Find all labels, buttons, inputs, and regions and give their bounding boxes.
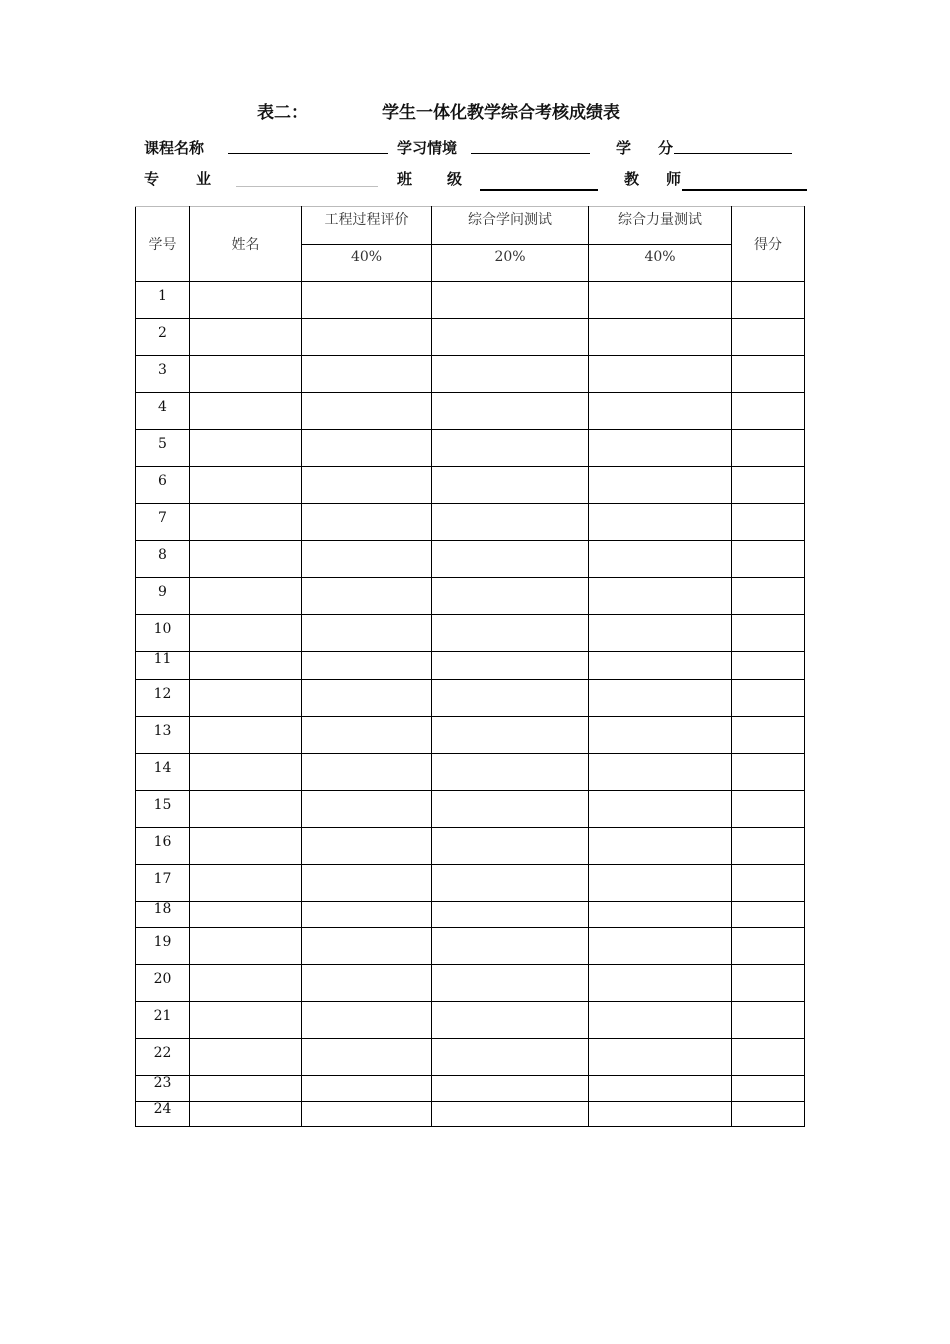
name-cell[interactable] bbox=[190, 928, 302, 965]
ability-test-cell[interactable] bbox=[589, 754, 732, 791]
table-row bbox=[136, 430, 805, 467]
score-cell[interactable] bbox=[732, 1102, 805, 1127]
name-cell[interactable] bbox=[190, 652, 302, 680]
class-field[interactable] bbox=[480, 189, 598, 191]
row-number: 18 bbox=[136, 902, 190, 928]
header-process-eval: 工程过程评价 bbox=[302, 207, 432, 245]
name-cell[interactable] bbox=[190, 393, 302, 430]
ability-test-cell[interactable] bbox=[589, 282, 732, 319]
name-cell[interactable] bbox=[190, 828, 302, 865]
name-cell[interactable] bbox=[190, 504, 302, 541]
ability-test-cell[interactable] bbox=[589, 356, 732, 393]
table-row bbox=[136, 1002, 805, 1039]
table-row bbox=[136, 356, 805, 393]
row-number: 6 bbox=[136, 467, 190, 504]
ability-test-cell[interactable] bbox=[589, 1002, 732, 1039]
name-cell[interactable] bbox=[190, 902, 302, 928]
ability-test-cell[interactable] bbox=[589, 680, 732, 717]
class-label-1: 班 bbox=[397, 170, 413, 188]
score-cell[interactable] bbox=[732, 578, 805, 615]
process-eval-cell[interactable] bbox=[302, 865, 432, 902]
score-cell[interactable] bbox=[732, 356, 805, 393]
score-cell[interactable] bbox=[732, 541, 805, 578]
row-number: 13 bbox=[136, 717, 190, 754]
knowledge-test-cell[interactable] bbox=[432, 902, 589, 928]
name-cell[interactable] bbox=[190, 282, 302, 319]
knowledge-test-cell[interactable] bbox=[432, 754, 589, 791]
table-row bbox=[136, 865, 805, 902]
major-label-1: 专 bbox=[144, 170, 160, 188]
row-number: 1 bbox=[136, 282, 190, 319]
score-cell[interactable] bbox=[732, 652, 805, 680]
ability-test-cell[interactable] bbox=[589, 652, 732, 680]
row-number: 14 bbox=[136, 754, 190, 791]
major-field[interactable] bbox=[236, 186, 378, 187]
row-number: 4 bbox=[136, 393, 190, 430]
ability-test-cell[interactable] bbox=[589, 504, 732, 541]
score-cell[interactable] bbox=[732, 1039, 805, 1076]
row-number: 12 bbox=[136, 680, 190, 717]
table-row bbox=[136, 680, 805, 717]
score-cell[interactable] bbox=[732, 393, 805, 430]
ability-test-cell[interactable] bbox=[589, 965, 732, 1002]
knowledge-test-cell[interactable] bbox=[432, 1002, 589, 1039]
knowledge-test-cell[interactable] bbox=[432, 504, 589, 541]
process-eval-cell[interactable] bbox=[302, 1039, 432, 1076]
table-row bbox=[136, 578, 805, 615]
process-eval-cell[interactable] bbox=[302, 1076, 432, 1102]
score-cell[interactable] bbox=[732, 902, 805, 928]
name-cell[interactable] bbox=[190, 865, 302, 902]
name-cell[interactable] bbox=[190, 717, 302, 754]
ability-test-cell[interactable] bbox=[589, 467, 732, 504]
score-cell[interactable] bbox=[732, 791, 805, 828]
knowledge-test-cell[interactable] bbox=[432, 615, 589, 652]
process-eval-cell[interactable] bbox=[302, 828, 432, 865]
knowledge-test-cell[interactable] bbox=[432, 1039, 589, 1076]
row-number: 19 bbox=[136, 928, 190, 965]
ability-test-cell[interactable] bbox=[589, 791, 732, 828]
ability-test-cell[interactable] bbox=[589, 1102, 732, 1127]
ability-test-cell[interactable] bbox=[589, 430, 732, 467]
process-eval-cell[interactable] bbox=[302, 717, 432, 754]
score-cell[interactable] bbox=[732, 430, 805, 467]
process-eval-cell[interactable] bbox=[302, 1102, 432, 1127]
knowledge-test-cell[interactable] bbox=[432, 965, 589, 1002]
weight-process-eval: 40% bbox=[302, 245, 432, 282]
score-cell[interactable] bbox=[732, 1076, 805, 1102]
name-cell[interactable] bbox=[190, 680, 302, 717]
score-cell[interactable] bbox=[732, 282, 805, 319]
table-row bbox=[136, 1039, 805, 1076]
title-main: 学生一体化教学综合考核成绩表 bbox=[382, 103, 620, 123]
process-eval-cell[interactable] bbox=[302, 928, 432, 965]
row-number: 17 bbox=[136, 865, 190, 902]
table-row bbox=[136, 319, 805, 356]
name-cell[interactable] bbox=[190, 791, 302, 828]
name-cell[interactable] bbox=[190, 1002, 302, 1039]
ability-test-cell[interactable] bbox=[589, 717, 732, 754]
process-eval-cell[interactable] bbox=[302, 615, 432, 652]
process-eval-cell[interactable] bbox=[302, 902, 432, 928]
process-eval-cell[interactable] bbox=[302, 504, 432, 541]
grade-rows bbox=[136, 282, 805, 1127]
table-row bbox=[136, 1076, 805, 1102]
learning-situation-label: 学习情境 bbox=[397, 139, 458, 157]
table-row bbox=[136, 652, 805, 680]
title-prefix: 表二： bbox=[257, 103, 308, 123]
score-cell[interactable] bbox=[732, 717, 805, 754]
table-row bbox=[136, 504, 805, 541]
name-cell[interactable] bbox=[190, 754, 302, 791]
row-number: 24 bbox=[136, 1102, 190, 1127]
process-eval-cell[interactable] bbox=[302, 965, 432, 1002]
row-number: 10 bbox=[136, 615, 190, 652]
row-number: 8 bbox=[136, 541, 190, 578]
name-cell[interactable] bbox=[190, 319, 302, 356]
name-cell[interactable] bbox=[190, 541, 302, 578]
knowledge-test-cell[interactable] bbox=[432, 282, 589, 319]
ability-test-cell[interactable] bbox=[589, 319, 732, 356]
major-label-2: 业 bbox=[196, 170, 212, 188]
name-cell[interactable] bbox=[190, 615, 302, 652]
ability-test-cell[interactable] bbox=[589, 928, 732, 965]
ability-test-cell[interactable] bbox=[589, 865, 732, 902]
ability-test-cell[interactable] bbox=[589, 393, 732, 430]
row-number: 22 bbox=[136, 1039, 190, 1076]
process-eval-cell[interactable] bbox=[302, 754, 432, 791]
weight-ability-test: 40% bbox=[589, 245, 732, 282]
knowledge-test-cell[interactable] bbox=[432, 467, 589, 504]
table-row bbox=[136, 1102, 805, 1127]
knowledge-test-cell[interactable] bbox=[432, 356, 589, 393]
row-number: 7 bbox=[136, 504, 190, 541]
process-eval-cell[interactable] bbox=[302, 578, 432, 615]
name-cell[interactable] bbox=[190, 965, 302, 1002]
score-cell[interactable] bbox=[732, 467, 805, 504]
ability-test-cell[interactable] bbox=[589, 541, 732, 578]
process-eval-cell[interactable] bbox=[302, 282, 432, 319]
name-cell[interactable] bbox=[190, 1102, 302, 1127]
row-number: 9 bbox=[136, 578, 190, 615]
name-cell[interactable] bbox=[190, 467, 302, 504]
course-name-label: 课程名称 bbox=[144, 139, 205, 157]
table-row bbox=[136, 541, 805, 578]
knowledge-test-cell[interactable] bbox=[432, 1076, 589, 1102]
row-number: 11 bbox=[136, 652, 190, 680]
process-eval-cell[interactable] bbox=[302, 541, 432, 578]
name-cell[interactable] bbox=[190, 1076, 302, 1102]
score-cell[interactable] bbox=[732, 615, 805, 652]
name-cell[interactable] bbox=[190, 430, 302, 467]
credit-label-1: 学 bbox=[616, 139, 632, 157]
grades-table bbox=[135, 206, 805, 1127]
knowledge-test-cell[interactable] bbox=[432, 828, 589, 865]
header-ability-test: 综合力量测试 bbox=[589, 207, 732, 245]
page-title bbox=[0, 98, 950, 124]
row-number: 20 bbox=[136, 965, 190, 1002]
table-row bbox=[136, 393, 805, 430]
knowledge-test-cell[interactable] bbox=[432, 652, 589, 680]
process-eval-cell[interactable] bbox=[302, 430, 432, 467]
row-number: 3 bbox=[136, 356, 190, 393]
score-cell[interactable] bbox=[732, 319, 805, 356]
knowledge-test-cell[interactable] bbox=[432, 680, 589, 717]
table-row bbox=[136, 928, 805, 965]
process-eval-cell[interactable] bbox=[302, 652, 432, 680]
knowledge-test-cell[interactable] bbox=[432, 928, 589, 965]
header-student-id: 学号 bbox=[136, 207, 190, 282]
row-number: 5 bbox=[136, 430, 190, 467]
ability-test-cell[interactable] bbox=[589, 1076, 732, 1102]
credit-field[interactable] bbox=[674, 153, 792, 154]
table-row bbox=[136, 467, 805, 504]
name-cell[interactable] bbox=[190, 1039, 302, 1076]
ability-test-cell[interactable] bbox=[589, 615, 732, 652]
table-row bbox=[136, 902, 805, 928]
knowledge-test-cell[interactable] bbox=[432, 430, 589, 467]
table-row bbox=[136, 615, 805, 652]
process-eval-cell[interactable] bbox=[302, 680, 432, 717]
knowledge-test-cell[interactable] bbox=[432, 1102, 589, 1127]
score-cell[interactable] bbox=[732, 965, 805, 1002]
knowledge-test-cell[interactable] bbox=[432, 541, 589, 578]
class-label-2: 级 bbox=[447, 170, 463, 188]
teacher-label-2: 师 bbox=[666, 170, 682, 188]
table-row bbox=[136, 754, 805, 791]
process-eval-cell[interactable] bbox=[302, 356, 432, 393]
row-number: 23 bbox=[136, 1076, 190, 1102]
header-name: 姓名 bbox=[190, 207, 302, 282]
ability-test-cell[interactable] bbox=[589, 1039, 732, 1076]
score-cell[interactable] bbox=[732, 1002, 805, 1039]
weight-knowledge-test: 20% bbox=[432, 245, 589, 282]
process-eval-cell[interactable] bbox=[302, 467, 432, 504]
score-cell[interactable] bbox=[732, 865, 805, 902]
row-number: 21 bbox=[136, 1002, 190, 1039]
table-row bbox=[136, 717, 805, 754]
row-number: 16 bbox=[136, 828, 190, 865]
header-knowledge-test: 综合学问测试 bbox=[432, 207, 589, 245]
knowledge-test-cell[interactable] bbox=[432, 578, 589, 615]
process-eval-cell[interactable] bbox=[302, 393, 432, 430]
ability-test-cell[interactable] bbox=[589, 578, 732, 615]
process-eval-cell[interactable] bbox=[302, 1002, 432, 1039]
learning-situation-field[interactable] bbox=[471, 153, 590, 154]
credit-label-2: 分 bbox=[658, 139, 674, 157]
knowledge-test-cell[interactable] bbox=[432, 319, 589, 356]
process-eval-cell[interactable] bbox=[302, 791, 432, 828]
score-cell[interactable] bbox=[732, 504, 805, 541]
table-row bbox=[136, 791, 805, 828]
teacher-label-1: 教 bbox=[624, 170, 640, 188]
course-name-field[interactable] bbox=[228, 153, 388, 154]
knowledge-test-cell[interactable] bbox=[432, 791, 589, 828]
name-cell[interactable] bbox=[190, 578, 302, 615]
knowledge-test-cell[interactable] bbox=[432, 393, 589, 430]
header-score: 得分 bbox=[732, 207, 805, 282]
table-row bbox=[136, 965, 805, 1002]
teacher-field[interactable] bbox=[682, 189, 807, 191]
knowledge-test-cell[interactable] bbox=[432, 717, 589, 754]
table-row bbox=[136, 828, 805, 865]
ability-test-cell[interactable] bbox=[589, 828, 732, 865]
name-cell[interactable] bbox=[190, 356, 302, 393]
score-cell[interactable] bbox=[732, 680, 805, 717]
knowledge-test-cell[interactable] bbox=[432, 865, 589, 902]
table-row bbox=[136, 282, 805, 319]
score-cell[interactable] bbox=[732, 928, 805, 965]
process-eval-cell[interactable] bbox=[302, 319, 432, 356]
row-number: 15 bbox=[136, 791, 190, 828]
score-cell[interactable] bbox=[732, 754, 805, 791]
ability-test-cell[interactable] bbox=[589, 902, 732, 928]
row-number: 2 bbox=[136, 319, 190, 356]
score-cell[interactable] bbox=[732, 828, 805, 865]
